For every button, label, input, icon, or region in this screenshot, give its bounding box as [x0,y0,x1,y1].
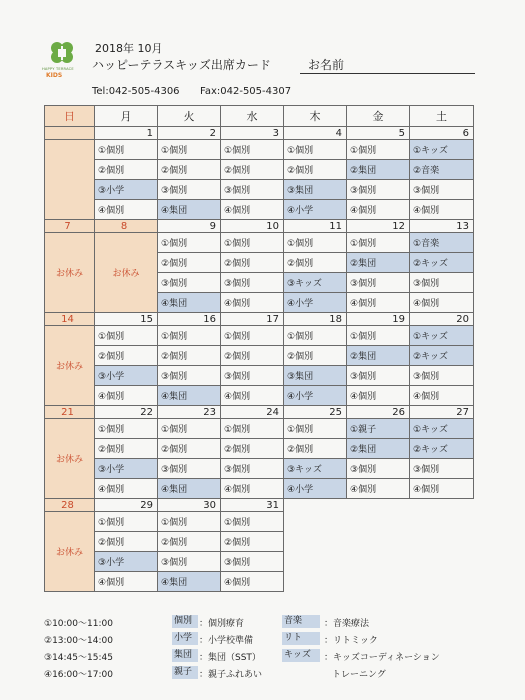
class-slot: ②集団 [347,439,410,459]
class-slot: ③個別 [221,180,284,200]
day-number: 30 [158,499,221,512]
class-slot: ④小学 [284,200,347,220]
year-month: 2018年 10月 [95,42,163,55]
class-slot: ②キッズ [410,439,474,459]
day-number [45,127,95,140]
class-slot: ④個別 [221,386,284,406]
day-number: 3 [221,127,284,140]
empty-cell [347,499,410,512]
day-number: 1 [95,127,158,140]
empty-cell [347,512,410,532]
name-label: お名前 [308,58,345,72]
day-number: 7 [45,220,95,233]
class-slot: ②個別 [221,532,284,552]
class-slot: ②個別 [158,160,221,180]
class-slot: ①キッズ [410,419,474,439]
class-slot: ①個別 [221,419,284,439]
class-slot: ①個別 [347,326,410,346]
legend-description: ：キッズコーディネーション [324,653,440,663]
time-slot-text: ③14:45～15:45 [44,653,113,663]
class-slot: ④小学 [284,293,347,313]
class-slot: ④個別 [410,293,474,313]
time-slot-text: ①10:00～11:00 [44,619,113,629]
class-slot: ③キッズ [284,459,347,479]
class-slot: ④個別 [410,386,474,406]
legend-description: ：個別療育 [199,619,245,629]
class-slot: ②個別 [95,439,158,459]
empty-cell [347,552,410,572]
day-number: 4 [284,127,347,140]
day-number: 13 [410,220,474,233]
class-slot: ①個別 [221,326,284,346]
class-slot: ①個別 [158,512,221,532]
empty-cell [410,572,474,592]
class-slot: ①個別 [221,233,284,253]
weekday-header: 火 [158,106,221,127]
class-slot: ④小学 [284,479,347,499]
day-number: 24 [221,406,284,419]
class-slot: ②集団 [347,160,410,180]
class-slot: ④個別 [95,572,158,592]
time-slot-text: ④16:00～17:00 [44,670,113,680]
class-slot: ③小学 [95,366,158,386]
class-slot: ③小学 [95,552,158,572]
class-slot: ①個別 [221,140,284,160]
empty-cell [410,499,474,512]
class-slot: ③個別 [410,366,474,386]
legend-key: 集団 [172,649,198,662]
day-number: 5 [347,127,410,140]
class-slot: ②集団 [347,346,410,366]
day-number: 29 [95,499,158,512]
day-number: 20 [410,313,474,326]
class-slot: ①個別 [221,512,284,532]
legend-key: リト [282,632,320,645]
rest-day-label: お休み [95,233,158,313]
class-slot: ②個別 [284,253,347,273]
class-slot: ①キッズ [410,326,474,346]
rest-day-label: お休み [45,512,95,592]
weekday-header: 日 [45,106,95,127]
legend-description: ：親子ふれあい [199,670,263,680]
legend-description: ：小学校準備 [199,636,254,646]
class-slot: ③個別 [158,366,221,386]
legend-key: 親子 [172,666,198,679]
class-slot: ①個別 [284,140,347,160]
empty-cell [284,552,347,572]
class-slot: ④個別 [95,200,158,220]
legend-description: ：音楽療法 [324,619,370,629]
class-slot: ④個別 [410,479,474,499]
day-number: 22 [95,406,158,419]
day-number: 12 [347,220,410,233]
class-slot: ③小学 [95,459,158,479]
class-slot: ③個別 [347,366,410,386]
class-slot: ②個別 [158,253,221,273]
class-slot: ③集団 [284,180,347,200]
empty-cell [284,499,347,512]
empty-cell [347,532,410,552]
class-slot: ①個別 [158,140,221,160]
class-slot: ③個別 [158,180,221,200]
rest-day-label: お休み [45,419,95,499]
empty-cell [284,532,347,552]
day-number: 15 [95,313,158,326]
day-number: 2 [158,127,221,140]
class-slot: ②個別 [221,439,284,459]
day-number: 17 [221,313,284,326]
class-slot: ④個別 [95,479,158,499]
class-slot: ④個別 [410,200,474,220]
day-number: 23 [158,406,221,419]
class-slot: ②個別 [284,160,347,180]
class-slot: ①個別 [95,326,158,346]
class-slot: ④集団 [158,200,221,220]
day-number: 14 [45,313,95,326]
class-slot: ③個別 [158,273,221,293]
logo-kids-text: KIDS [46,72,63,79]
class-slot: ②個別 [284,346,347,366]
weekday-header: 木 [284,106,347,127]
legend-description: トレーニング [332,670,386,680]
day-number: 18 [284,313,347,326]
day-number: 26 [347,406,410,419]
day-number: 25 [284,406,347,419]
class-slot: ②集団 [347,253,410,273]
brand-logo [42,40,82,88]
class-slot: ①キッズ [410,140,474,160]
class-slot: ①個別 [347,233,410,253]
class-slot: ①個別 [158,419,221,439]
class-slot: ①個別 [284,233,347,253]
class-slot: ①個別 [284,326,347,346]
class-slot: ④集団 [158,293,221,313]
class-slot: ③個別 [158,552,221,572]
class-slot: ③個別 [347,459,410,479]
day-number: 31 [221,499,284,512]
empty-cell [410,512,474,532]
class-slot: ④集団 [158,479,221,499]
class-slot: ③小学 [95,180,158,200]
day-number: 27 [410,406,474,419]
day-number: 11 [284,220,347,233]
day-number: 28 [45,499,95,512]
tel-number: Tel:042-505-4306 [92,86,180,97]
class-slot: ③個別 [410,180,474,200]
class-slot: ②個別 [221,253,284,273]
day-number: 19 [347,313,410,326]
class-slot: ③個別 [410,273,474,293]
legend-key: 小学 [172,632,198,645]
class-slot: ②個別 [284,439,347,459]
class-slot: ①個別 [95,140,158,160]
legend-description: ：リトミック [324,636,378,646]
class-slot: ①個別 [284,419,347,439]
legend-description: ：集団（SST） [199,653,261,663]
class-slot: ②個別 [158,532,221,552]
class-slot: ④個別 [221,479,284,499]
name-underline [300,73,475,74]
weekday-header: 水 [221,106,284,127]
day-number: 9 [158,220,221,233]
class-slot: ③キッズ [284,273,347,293]
empty-cell [347,572,410,592]
class-slot: ④集団 [158,572,221,592]
class-slot: ③個別 [158,459,221,479]
weekday-header: 金 [347,106,410,127]
class-slot: ③個別 [221,273,284,293]
class-slot: ④集団 [158,386,221,406]
sunday-cell [45,140,95,220]
class-slot: ②キッズ [410,253,474,273]
day-number: 16 [158,313,221,326]
class-slot: ④小学 [284,386,347,406]
rest-day-label: お休み [45,233,95,313]
empty-cell [410,532,474,552]
class-slot: ④個別 [347,293,410,313]
class-slot: ③個別 [221,366,284,386]
empty-cell [284,572,347,592]
day-number: 8 [95,220,158,233]
class-slot: ③個別 [347,273,410,293]
class-slot: ③個別 [221,459,284,479]
day-number: 10 [221,220,284,233]
clover-icon [48,40,76,66]
day-number: 21 [45,406,95,419]
class-slot: ②音楽 [410,160,474,180]
empty-cell [284,512,347,532]
class-slot: ④個別 [347,200,410,220]
class-slot: ①個別 [158,233,221,253]
weekday-header: 月 [95,106,158,127]
legend-key: 個別 [172,615,198,628]
class-slot: ②個別 [95,532,158,552]
legend-key: 音楽 [282,615,320,628]
class-slot: ②キッズ [410,346,474,366]
legend-key: キッズ [282,649,320,662]
class-slot: ④個別 [347,386,410,406]
class-slot: ②個別 [221,160,284,180]
fax-number: Fax:042-505-4307 [200,86,292,97]
class-slot: ③個別 [410,459,474,479]
class-slot: ①親子 [347,419,410,439]
class-slot: ④個別 [221,200,284,220]
class-slot: ②個別 [95,346,158,366]
class-slot: ③集団 [284,366,347,386]
class-slot: ①個別 [95,419,158,439]
class-slot: ①個別 [95,512,158,532]
class-slot: ③個別 [221,552,284,572]
empty-cell [410,552,474,572]
class-slot: ②個別 [158,439,221,459]
class-slot: ④個別 [221,293,284,313]
class-slot: ①音楽 [410,233,474,253]
class-slot: ②個別 [221,346,284,366]
time-slot-text: ②13:00～14:00 [44,636,113,646]
calendar-table [44,105,474,592]
class-slot: ①個別 [347,140,410,160]
card-title: ハッピーテラスキッズ出席カード [92,58,271,72]
rest-day-label: お休み [45,326,95,406]
logo-text: HAPPY TERRACE [42,67,74,71]
class-slot: ④個別 [347,479,410,499]
class-slot: ②個別 [158,346,221,366]
class-slot: ④個別 [221,572,284,592]
class-slot: ④個別 [95,386,158,406]
class-slot: ③個別 [347,180,410,200]
class-slot: ①個別 [158,326,221,346]
weekday-header: 土 [410,106,474,127]
day-number: 6 [410,127,474,140]
class-slot: ②個別 [95,160,158,180]
